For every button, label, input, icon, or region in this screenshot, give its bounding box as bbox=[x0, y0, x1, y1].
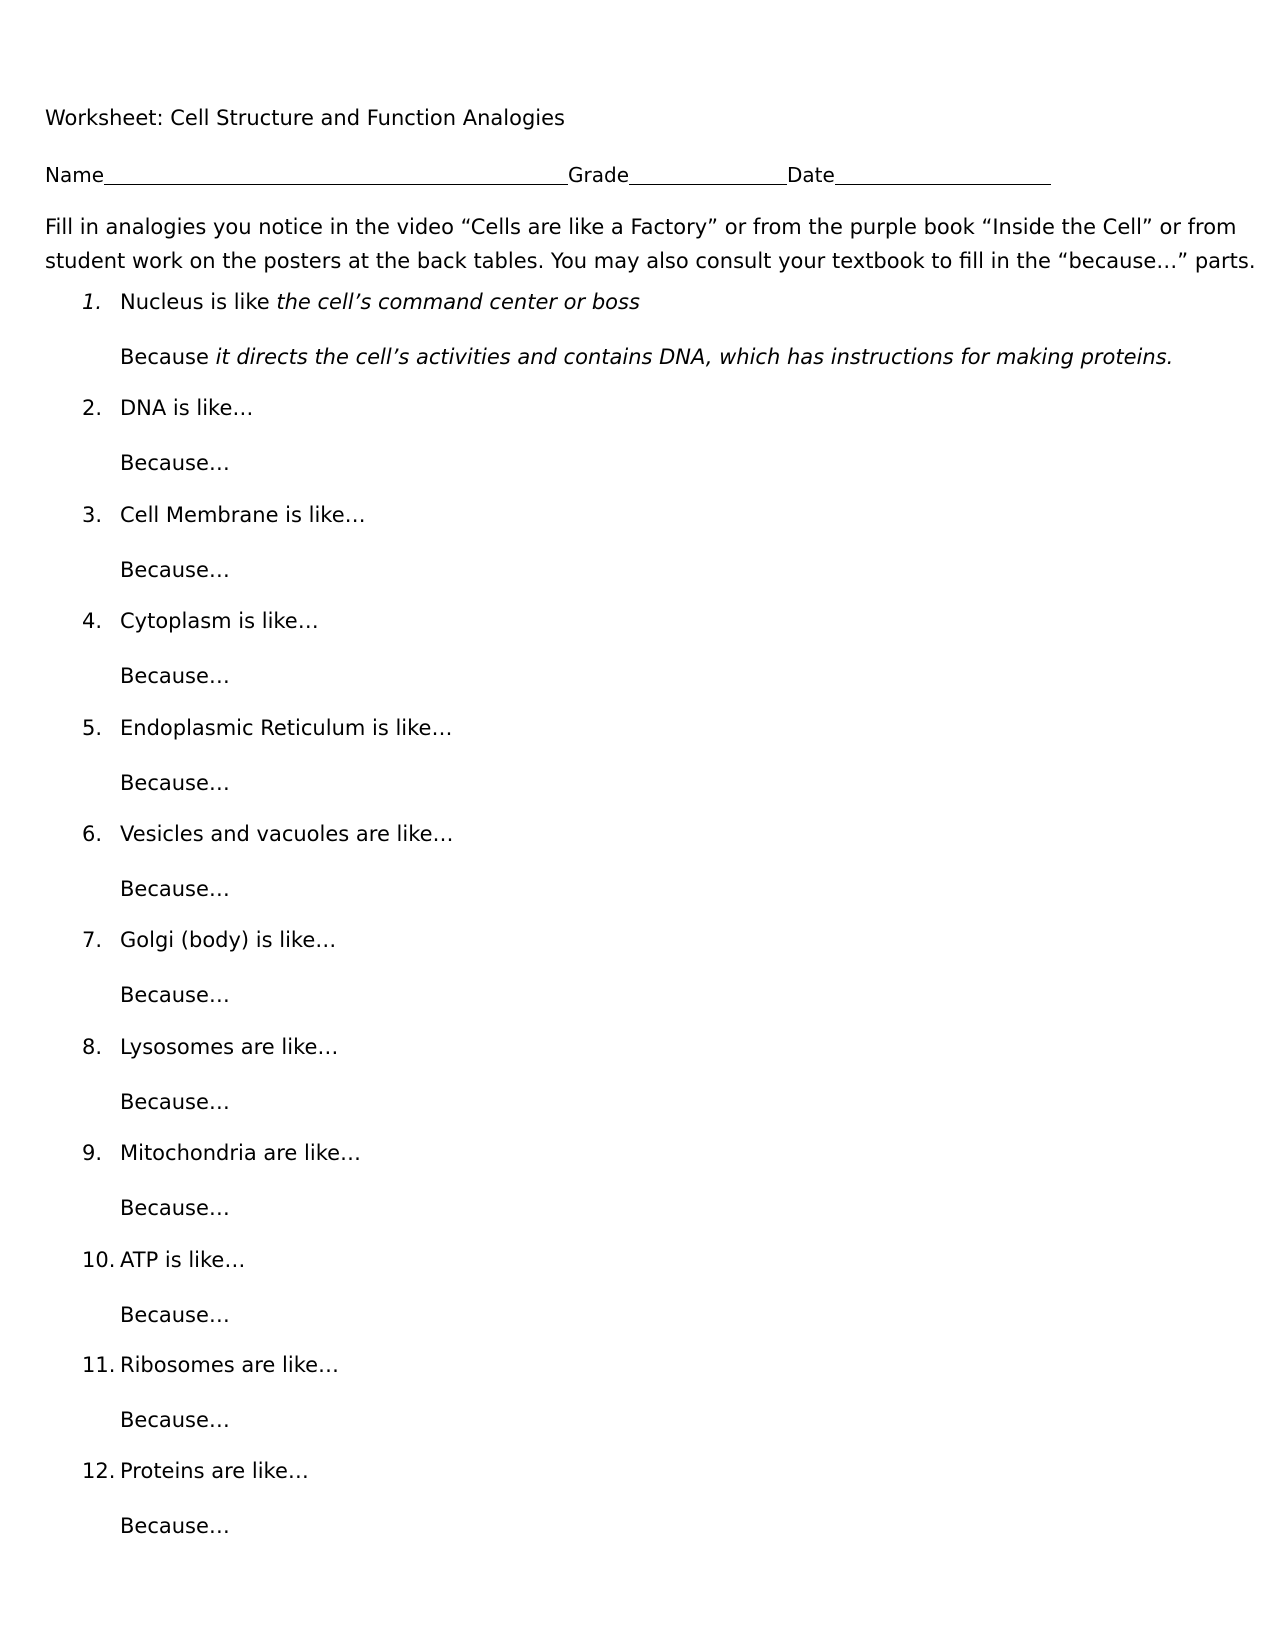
list-item bbox=[0, 1350, 1275, 1462]
list-item bbox=[0, 925, 1275, 1037]
item-number: 11. bbox=[82, 1353, 116, 1377]
item-because bbox=[120, 342, 1173, 372]
item-prompt: Endoplasmic Reticulum is like… bbox=[120, 716, 453, 740]
list-item bbox=[0, 713, 1275, 825]
item-answer: the cell’s command center or boss bbox=[276, 290, 640, 314]
item-prompt: Proteins are like… bbox=[120, 1459, 309, 1483]
item-number: 8. bbox=[82, 1035, 103, 1059]
instructions bbox=[45, 210, 1256, 278]
item-prompt: Cell Membrane is like… bbox=[120, 503, 366, 527]
item-because: Because… bbox=[120, 558, 230, 582]
item-prompt: Lysosomes are like… bbox=[120, 1035, 339, 1059]
because-answer: it directs the cell’s activities and contains DNA, which has instructions for making proteins. bbox=[215, 345, 1174, 369]
name-blank[interactable] bbox=[104, 164, 568, 185]
name-label: Name bbox=[45, 163, 105, 187]
item-number: 3. bbox=[82, 503, 103, 527]
list-item bbox=[0, 1456, 1275, 1568]
list-item bbox=[0, 287, 1275, 399]
item-prompt: DNA is like… bbox=[120, 396, 254, 420]
list-item bbox=[0, 1245, 1275, 1357]
item-number: 7. bbox=[82, 928, 103, 952]
list-item bbox=[0, 1138, 1275, 1250]
item-prompt: Cytoplasm is like… bbox=[120, 609, 319, 633]
item-because: Because… bbox=[120, 1196, 230, 1220]
list-item bbox=[0, 393, 1275, 505]
item-number: 1. bbox=[82, 290, 103, 314]
item-prompt: Vesicles and vacuoles are like… bbox=[120, 822, 454, 846]
because-label: Because bbox=[120, 345, 216, 369]
instructions-line-1: Fill in analogies you notice in the video “Cells are like a Factory” or from the purple book “Inside the Cell” or from bbox=[45, 215, 1237, 239]
grade-blank[interactable] bbox=[629, 164, 787, 185]
item-number: 10. bbox=[82, 1248, 116, 1272]
item-because: Because… bbox=[120, 1090, 230, 1114]
item-because: Because… bbox=[120, 664, 230, 688]
student-info-line bbox=[45, 158, 1051, 188]
item-number: 6. bbox=[82, 822, 103, 846]
page-title: Worksheet: Cell Structure and Function Analogies bbox=[45, 106, 565, 130]
item-prompt: Ribosomes are like… bbox=[120, 1353, 340, 1377]
item-number: 5. bbox=[82, 716, 103, 740]
list-item bbox=[0, 500, 1275, 612]
instructions-line-2: student work on the posters at the back tables. You may also consult your textbook to fill in the “because…” parts. bbox=[45, 249, 1256, 273]
item-because: Because… bbox=[120, 1408, 230, 1432]
list-item bbox=[0, 819, 1275, 931]
item-prompt: ATP is like… bbox=[120, 1248, 246, 1272]
item-number: 9. bbox=[82, 1141, 103, 1165]
item-because: Because… bbox=[120, 771, 230, 795]
date-label: Date bbox=[787, 163, 835, 187]
item-number: 4. bbox=[82, 609, 103, 633]
item-number: 12. bbox=[82, 1459, 116, 1483]
item-because: Because… bbox=[120, 1514, 230, 1538]
item-because: Because… bbox=[120, 1303, 230, 1327]
list-item bbox=[0, 1032, 1275, 1144]
item-because: Because… bbox=[120, 877, 230, 901]
list-item bbox=[0, 606, 1275, 718]
item-prompt: Golgi (body) is like… bbox=[120, 928, 337, 952]
item-prompt bbox=[120, 287, 640, 317]
date-blank[interactable] bbox=[835, 164, 1051, 185]
item-because: Because… bbox=[120, 983, 230, 1007]
item-number: 2. bbox=[82, 396, 103, 420]
item-because: Because… bbox=[120, 451, 230, 475]
item-prompt-text: Nucleus is like bbox=[120, 290, 277, 314]
grade-label: Grade bbox=[568, 163, 629, 187]
item-prompt: Mitochondria are like… bbox=[120, 1141, 362, 1165]
